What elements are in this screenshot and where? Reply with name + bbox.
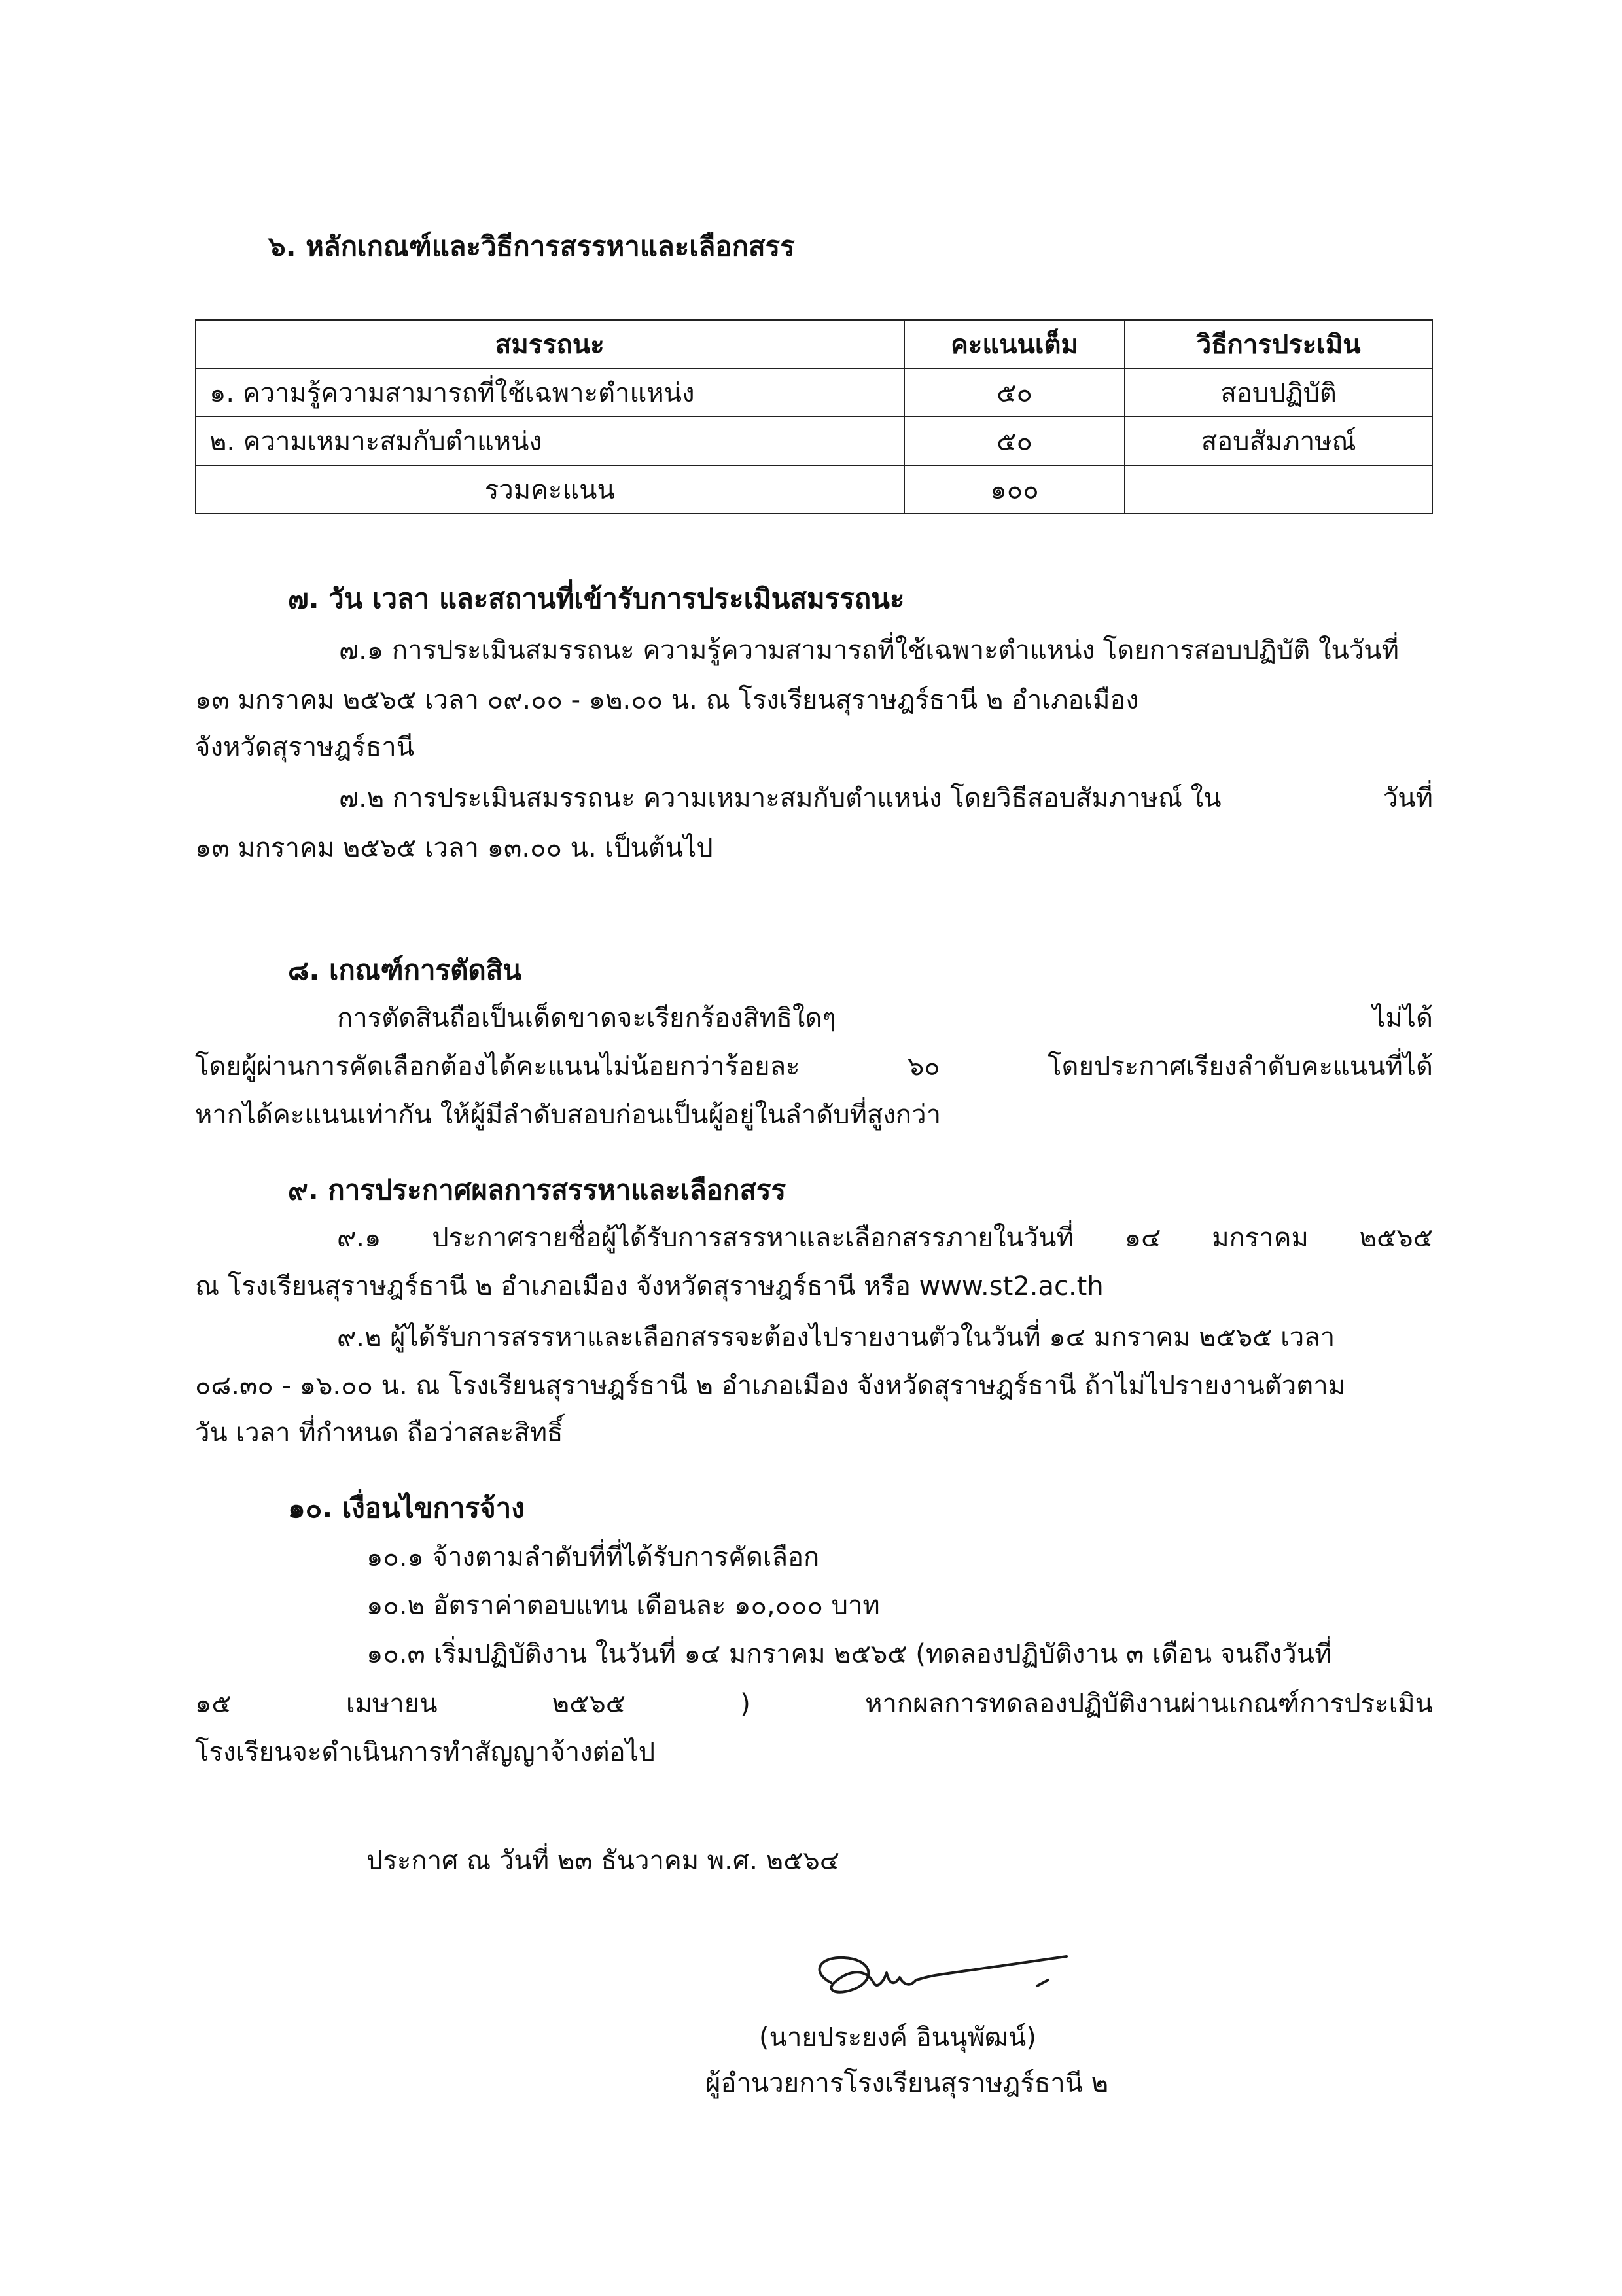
section7-p2-line2: ๑๓ มกราคม ๒๕๖๕ เวลา ๑๓.๐๐ น. เป็นต้นไป <box>195 833 713 863</box>
section10-item1: ๑๐.๑ จ้างตามลำดับที่ที่ได้รับการคัดเลือก <box>366 1542 820 1572</box>
section7-p1-line1: ๗.๑ การประเมินสมรรถนะ ความรู้ความสามารถที่ใช้เฉพาะตำแหน่ง โดยการสอบปฏิบัติ ในวันที่ <box>339 635 1400 665</box>
table-header-full-score: คะแนนเต็ม <box>904 320 1125 368</box>
section10-text: หากผลการทดลองปฏิบัติงานผ่านเกณฑ์การประเมิน <box>865 1689 1433 1719</box>
section9-p1-year: ๒๕๖๕ <box>1359 1223 1433 1253</box>
section10-item2: ๑๐.๒ อัตราค่าตอบแทน เดือนละ ๑๐,๐๐๐ บาท <box>366 1591 880 1621</box>
section10-month: เมษายน <box>345 1689 438 1719</box>
table-header-competency: สมรรถนะ <box>196 320 904 368</box>
section9-p2-line1: ๙.๒ ผู้ได้รับการสรรหาและเลือกสรรจะต้องไปรายงานตัวในวันที่ ๑๔ มกราคม ๒๕๖๕ เวลา <box>337 1322 1335 1352</box>
section9-p1-text: ประกาศรายชื่อผู้ได้รับการสรรหาและเลือกสรรภายในวันที่ <box>432 1223 1074 1253</box>
section7-p1-line2: ๑๓ มกราคม ๒๕๖๕ เวลา ๐๙.๐๐ - ๑๒.๐๐ น. ณ โรงเรียนสุราษฎร์ธานี ๒ อำเภอเมือง <box>195 685 1139 715</box>
section6-title: ๖. หลักเกณฑ์และวิธีการสรรหาและเลือกสรร <box>268 230 795 262</box>
section7-title: ๗. วัน เวลา และสถานที่เข้ารับการประเมินสมรรถนะ <box>288 582 905 614</box>
table-cell-competency: ๑. ความรู้ความสามารถที่ใช้เฉพาะตำแหน่ง <box>196 368 904 417</box>
criteria-table <box>195 319 1433 514</box>
section10-item3-line3: โรงเรียนจะดำเนินการทำสัญญาจ้างต่อไป <box>195 1737 656 1767</box>
section8-line2-a: โดยผู้ผ่านการคัดเลือกต้องได้คะแนนไม่น้อยกว่าร้อยละ <box>195 1051 800 1082</box>
table-total-value: ๑๐๐ <box>904 465 1125 514</box>
section7-p1-line3: จังหวัดสุราษฎร์ธานี <box>195 732 415 762</box>
section8-line2 <box>195 1051 1433 1082</box>
section9-p2-line2: ๐๘.๓๐ - ๑๖.๐๐ น. ณ โรงเรียนสุราษฎร์ธานี ๒ อำเภอเมือง จังหวัดสุราษฎร์ธานี ถ้าไม่ไปรายงานตัวตาม <box>195 1371 1346 1401</box>
section8-line2-b: ๖๐ <box>907 1051 940 1082</box>
section10-year: ๒๕๖๕ <box>552 1689 626 1719</box>
section7-p2-line1 <box>339 783 1433 814</box>
table-cell-method: สอบปฏิบัติ <box>1125 368 1432 417</box>
table-header-method: วิธีการประเมิน <box>1125 320 1432 368</box>
section9-p1-line2: ณ โรงเรียนสุราษฎร์ธานี ๒ อำเภอเมือง จังหวัดสุราษฎร์ธานี หรือ www.st2.ac.th <box>195 1271 1104 1301</box>
table-header-row <box>196 320 1432 368</box>
table-row <box>196 368 1432 417</box>
section10-title: ๑๐. เงื่อนไขการจ้าง <box>288 1492 525 1524</box>
signer-name: (นายประยงค์ อินนุพัฒน์) <box>759 2022 1036 2053</box>
table-cell-score: ๕๐ <box>904 368 1125 417</box>
section9-title: ๙. การประกาศผลการสรรหาและเลือกสรร <box>288 1174 786 1206</box>
section8-line1 <box>337 1002 1433 1034</box>
table-cell-competency: ๒. ความเหมาะสมกับตำแหน่ง <box>196 417 904 465</box>
section9-p2-line3: วัน เวลา ที่กำหนด ถือว่าสละสิทธิ์ <box>195 1418 563 1448</box>
table-row <box>196 417 1432 465</box>
section10-item3-line1: ๑๐.๓ เริ่มปฏิบัติงาน ในวันที่ ๑๔ มกราคม ๒๕๖๕ (ทดลองปฏิบัติงาน ๓ เดือน จนถึงวันที่ <box>366 1639 1332 1669</box>
section8-line1-end: ไม่ได้ <box>1372 1003 1433 1033</box>
section10-day: ๑๕ <box>195 1689 232 1719</box>
section9-p1-number: ๙.๑ <box>337 1223 381 1253</box>
section9-p1-month: มกราคม <box>1212 1223 1309 1253</box>
table-cell-score: ๕๐ <box>904 417 1125 465</box>
section9-p1-day: ๑๔ <box>1124 1223 1161 1253</box>
section9-p1-line1 <box>337 1222 1433 1254</box>
section10-paren: ) <box>740 1689 750 1719</box>
signer-title: ผู้อำนวยการโรงเรียนสุราษฎร์ธานี ๒ <box>705 2068 1109 2098</box>
signature-image <box>805 1937 1080 2015</box>
section8-line1-text: การตัดสินถือเป็นเด็ดขาดจะเรียกร้องสิทธิใดๆ <box>337 1003 836 1033</box>
table-total-row <box>196 465 1432 514</box>
table-total-label: รวมคะแนน <box>196 465 904 514</box>
section7-p2-text: ๗.๒ การประเมินสมรรถนะ ความเหมาะสมกับตำแหน่ง โดยวิธีสอบสัมภาษณ์ ใน <box>339 783 1222 813</box>
section8-line3: หากได้คะแนนเท่ากัน ให้ผู้มีลำดับสอบก่อนเป็นผู้อยู่ในลำดับที่สูงกว่า <box>195 1100 942 1130</box>
table-total-empty <box>1125 465 1432 514</box>
section7-p2-day: วันที่ <box>1383 783 1433 813</box>
section8-line2-c: โดยประกาศเรียงลำดับคะแนนที่ได้ <box>1048 1051 1433 1082</box>
announce-date: ประกาศ ณ วันที่ ๒๓ ธันวาคม พ.ศ. ๒๕๖๔ <box>366 1846 840 1876</box>
table-cell-method: สอบสัมภาษณ์ <box>1125 417 1432 465</box>
section10-item3-line2 <box>195 1688 1433 1720</box>
section8-title: ๘. เกณฑ์การตัดสิน <box>288 954 522 986</box>
